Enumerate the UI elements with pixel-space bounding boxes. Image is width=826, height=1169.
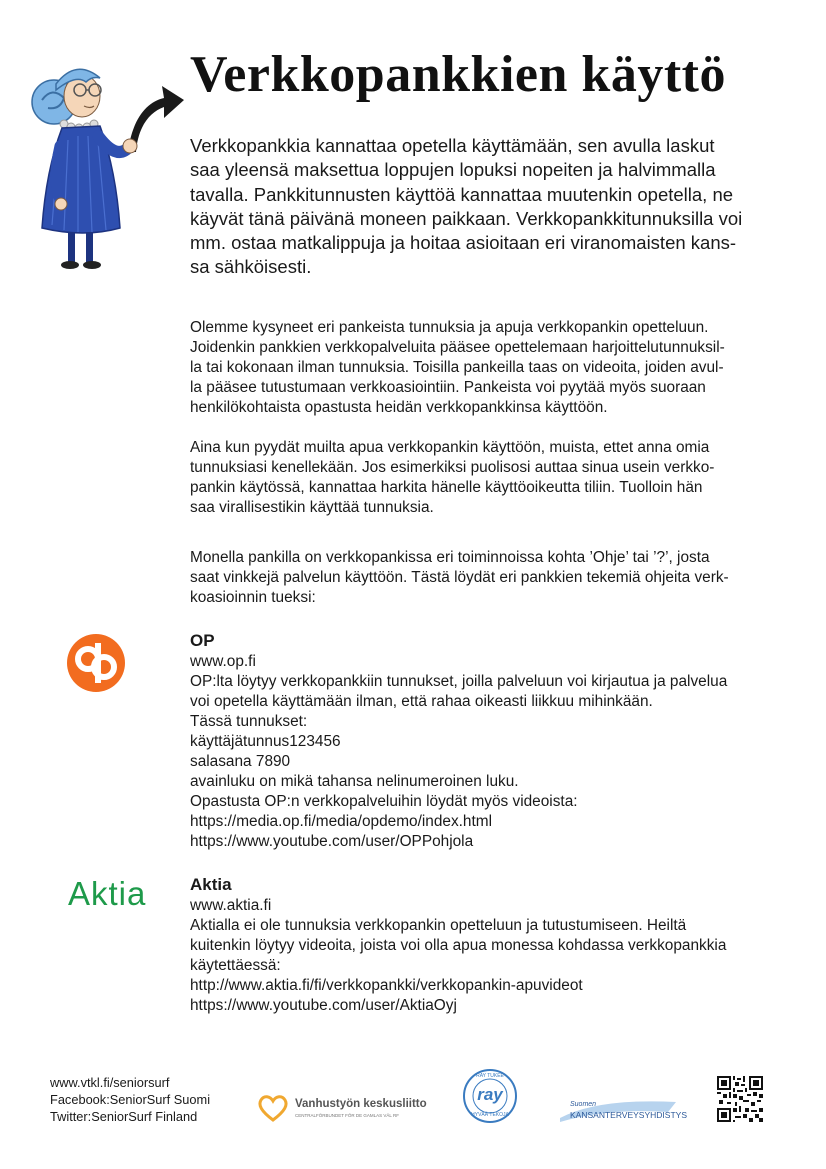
paragraph-line: henkilökohtaista opastusta heidän verkkopankkinsa käyttöön. — [190, 399, 608, 416]
bank-op — [190, 630, 770, 852]
paragraph-line: pankin käytössä, kannattaa harkita hänelle käyttöoikeutta tiliin. Tuolloin hän — [190, 479, 703, 496]
vtkl-logo-subtext: CENTRALFÖRBUNDET FÖR DE GAMLAS VÄL RF — [295, 1113, 400, 1118]
footer-facebook: Facebook:SeniorSurf Suomi — [50, 1092, 211, 1107]
bank-text-line: Tässä tunnukset: — [190, 713, 308, 730]
sks-logo-text: KANSANTERVEYSYHDISTYS — [570, 1110, 687, 1120]
bank-text-line: kuitenkin löytyy videoita, joista voi olla apua monessa kohdassa verkkopankkia — [190, 937, 727, 954]
intro-line: käyvät tänä päivänä moneen paikkaan. Verkkopankkitunnuksilla voi — [190, 207, 743, 229]
op-website-link[interactable]: www.op.fi — [190, 653, 256, 670]
vtkl-logo — [257, 1092, 427, 1126]
bank-text-line: käytettäessä: — [190, 957, 281, 974]
footer-twitter: Twitter:SeniorSurf Finland — [50, 1109, 198, 1124]
ray-logo — [462, 1068, 518, 1124]
paragraph-help-links — [190, 548, 765, 608]
paragraph-line: koasioinnin tueksi: — [190, 589, 316, 606]
paragraph-line: Monella pankilla on verkkopankissa eri toiminnoissa kohta ’Ohje’ tai ’?’, josta — [190, 549, 710, 566]
paragraph-line: saat vinkkejä palvelun käyttöön. Tästä löydät eri pankkien tekemiä ohjeita verk- — [190, 569, 729, 586]
paragraph-line: Joidenkin pankkien verkkopalveluita pääsee opettelemaan harjoittelutunnuksil- — [190, 339, 725, 356]
aktia-video-link[interactable]: http://www.aktia.fi/fi/verkkopankki/verkkopankin-apuvideot — [190, 977, 583, 994]
intro-line: tavalla. Pankkitunnusten käyttöä kannattaa muutenkin opetella, ne — [190, 183, 734, 205]
bank-text-line: salasana 7890 — [190, 753, 291, 770]
bank-aktia — [190, 874, 770, 1016]
intro-line: mm. ostaa matkalippuja ja hoitaa asioitaan eri viranomaisten kans- — [190, 232, 737, 254]
op-media-link[interactable]: https://media.op.fi/media/opdemo/index.html — [190, 813, 492, 830]
footer-website-link[interactable]: www.vtkl.fi/seniorsurf — [50, 1075, 170, 1090]
footer-contact — [50, 1074, 210, 1125]
paragraph-line: saa virallisestikin käyttää tunnuksia. — [190, 499, 434, 516]
ray-top-text: RAY TUKEE — [476, 1073, 504, 1079]
paragraph-line: tunnuksiasi kenellekään. Jos esimerkiksi puolisosi auttaa sinua usein verkko- — [190, 459, 715, 476]
bank-text-line: käyttäjätunnus123456 — [190, 733, 341, 750]
sks-top-text: Suomen — [570, 1101, 597, 1108]
paragraph-line: la pääsee tutustumaan verkkoasiointiin. Pankeista voi pyytää myös suoraan — [190, 379, 706, 396]
op-logo — [66, 633, 126, 693]
intro-line: Verkkopankkia kannattaa opetella käyttämään, sen avulla laskut — [190, 135, 715, 156]
bank-name: Aktia — [190, 875, 232, 894]
ray-logo-text: ray — [477, 1085, 503, 1104]
op-youtube-link[interactable]: https://www.youtube.com/user/OPPohjola — [190, 833, 474, 850]
kansanterveysyhdistys-logo — [558, 1096, 687, 1124]
intro-line: saa yleensä maksettua loppujen lopuksi nopeiten ja halvimmalla — [190, 159, 716, 181]
bank-name: OP — [190, 631, 215, 650]
page-title: Verkkopankkien käyttö — [190, 46, 726, 103]
paragraph-line: Olemme kysyneet eri pankeista tunnuksia ja apuja verkkopankin opetteluun. — [190, 319, 709, 336]
bank-text-line: avainluku on mikä tahansa nelinumeroinen luku. — [190, 773, 519, 790]
paragraph-credentials-warning — [190, 438, 765, 518]
bank-text-line: voi opetella käyttämään ilman, että rahaa oikeasti liikkuu mihinkään. — [190, 693, 653, 710]
qr-code[interactable] — [717, 1076, 763, 1122]
intro-paragraph — [190, 134, 770, 280]
ray-bottom-text: HYVÄÄ TEKOJA — [471, 1112, 509, 1118]
grandmother-illustration — [24, 60, 190, 275]
bank-text-line: Aktialla ei ole tunnuksia verkkopankin opetteluun ja tutustumiseen. Heiltä — [190, 917, 687, 934]
paragraph-line: la tai kokonaan ilman tunnuksia. Toisilla pankeilla taas on videoita, joiden avul- — [190, 359, 724, 376]
heart-icon — [257, 1094, 289, 1122]
aktia-logo: Aktia — [68, 875, 147, 912]
vtkl-logo-text: Vanhustyön keskusliitto — [295, 1098, 427, 1110]
aktia-website-link[interactable]: www.aktia.fi — [190, 897, 272, 914]
bank-text-line: Opastusta OP:n verkkopalveluihin löydät myös videoista: — [190, 793, 578, 810]
aktia-youtube-link[interactable]: https://www.youtube.com/user/AktiaOyj — [190, 997, 457, 1014]
bank-text-line: OP:lta löytyy verkkopankkiin tunnukset, joilla palveluun voi kirjautua ja palvelua — [190, 673, 728, 690]
paragraph-bank-help — [190, 318, 765, 418]
paragraph-line: Aina kun pyydät muilta apua verkkopankin käyttöön, muista, ettet anna omia — [190, 439, 710, 456]
intro-line: sa sähköisesti. — [190, 256, 312, 278]
